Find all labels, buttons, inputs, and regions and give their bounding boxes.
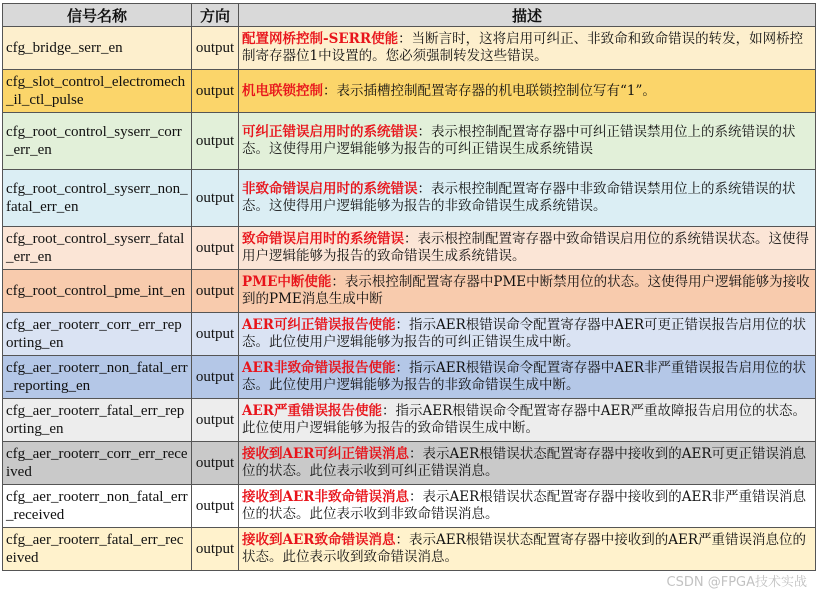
signal-name-cell: cfg_slot_control_electromech_il_ctl_pulse <box>3 70 192 113</box>
signal-name-cell: cfg_aer_rooterr_corr_err_received <box>3 442 192 485</box>
direction-cell: output <box>192 270 239 313</box>
description-cell <box>239 442 816 485</box>
description-cell <box>239 528 816 571</box>
description-cell <box>239 356 816 399</box>
table-row <box>3 270 816 313</box>
table-row <box>3 528 816 571</box>
description-text: ：表示根控制配置寄存器中PME中断禁用位的状态。这使得用户逻辑能够为接收到的PME消息生成中断 <box>242 274 810 307</box>
signal-name-cell: cfg_root_control_syserr_fatal_err_en <box>3 227 192 270</box>
watermark: CSDN @FPGA技术实战 <box>666 575 807 590</box>
description-cell <box>239 227 816 270</box>
description-highlight: 可纠正错误启用时的系统错误 <box>242 124 418 140</box>
description-text: ：表示插槽控制配置寄存器的机电联锁控制位写有“1”。 <box>323 82 656 99</box>
description-cell <box>239 313 816 356</box>
description-cell <box>239 27 816 70</box>
description-highlight: 非致命错误启用时的系统错误 <box>242 181 418 197</box>
description-cell <box>239 399 816 442</box>
description-highlight: 机电联锁控制 <box>242 82 323 99</box>
description-cell <box>239 485 816 528</box>
description-text: ：表示根控制配置寄存器中非致命错误禁用位上的系统错误的状态。这使得用户逻辑能够为报告的非致命错误生成系统错误。 <box>242 181 796 214</box>
table-row <box>3 399 816 442</box>
description-highlight: 配置网桥控制-SERR使能 <box>242 31 399 47</box>
description-text: ：表示AER根错误状态配置寄存器中接收到的AER严重错误消息位的状态。此位表示收到致命错误消息。 <box>242 532 807 565</box>
direction-cell: output <box>192 485 239 528</box>
table-row <box>3 356 816 399</box>
signal-name-cell: cfg_aer_rooterr_corr_err_reporting_en <box>3 313 192 356</box>
direction-cell: output <box>192 70 239 113</box>
direction-cell: output <box>192 113 239 170</box>
table-row <box>3 227 816 270</box>
table-row <box>3 113 816 170</box>
description-highlight: AER非致命错误报告使能 <box>242 360 396 376</box>
direction-cell: output <box>192 27 239 70</box>
description-highlight: AER可纠正错误报告使能 <box>242 317 396 333</box>
description-text: ：指示AER根错误命令配置寄存器中AER严重故障报告启用位的状态。此位使用户逻辑能够为报告的致命错误生成中断。 <box>242 403 807 436</box>
signal-name-cell: cfg_bridge_serr_en <box>3 27 192 70</box>
table-row <box>3 313 816 356</box>
description-text: ：指示AER根错误命令配置寄存器中AER可更正错误报告启用位的状态。此位使用户逻辑能够为报告的可纠正错误生成中断。 <box>242 317 807 350</box>
direction-cell: output <box>192 313 239 356</box>
description-text: ：表示AER根错误状态配置寄存器中接收到的AER可更正错误消息位的状态。此位表示收到可纠正错误消息。 <box>242 446 807 479</box>
description-highlight: PME中断使能 <box>242 274 332 290</box>
table-body <box>3 27 816 571</box>
signal-name-cell: cfg_aer_rooterr_fatal_err_received <box>3 528 192 571</box>
description-highlight: 接收到AER非致命错误消息 <box>242 489 409 505</box>
direction-cell: output <box>192 227 239 270</box>
description-highlight: AER严重错误报告使能 <box>242 403 382 419</box>
direction-cell: output <box>192 170 239 227</box>
description-text: ：表示根控制配置寄存器中可纠正错误禁用位上的系统错误的状态。这使得用户逻辑能够为报告的可纠正错误生成系统错误 <box>242 124 796 157</box>
signal-name-cell: cfg_aer_rooterr_fatal_err_reporting_en <box>3 399 192 442</box>
description-cell <box>239 270 816 313</box>
description-highlight: 接收到AER可纠正错误消息 <box>242 446 409 462</box>
header-direction: 方向 <box>192 4 239 27</box>
description-cell <box>239 170 816 227</box>
direction-cell: output <box>192 442 239 485</box>
description-cell <box>239 70 816 113</box>
table-row <box>3 27 816 70</box>
table-row <box>3 170 816 227</box>
direction-cell: output <box>192 356 239 399</box>
signal-name-cell: cfg_aer_rooterr_non_fatal_err_received <box>3 485 192 528</box>
header-description: 描述 <box>239 4 816 27</box>
description-cell <box>239 113 816 170</box>
signal-table <box>2 3 816 571</box>
signal-name-cell: cfg_root_control_syserr_non_fatal_err_en <box>3 170 192 227</box>
description-text: ：表示根控制配置寄存器中致命错误启用位的系统错误状态。这使得用户逻辑能够为报告的致命错误生成系统错误。 <box>242 231 809 264</box>
direction-cell: output <box>192 528 239 571</box>
description-highlight: 接收到AER致命错误消息 <box>242 532 396 548</box>
description-highlight: 致命错误启用时的系统错误 <box>242 231 404 247</box>
header-signal-name: 信号名称 <box>3 4 192 27</box>
description-text: ：指示AER根错误命令配置寄存器中AER非严重错误报告启用位的状态。此位使用户逻辑能够为报告的非致命错误生成中断。 <box>242 360 807 393</box>
table-row <box>3 485 816 528</box>
table-row <box>3 70 816 113</box>
signal-name-cell: cfg_aer_rooterr_non_fatal_err_reporting_en <box>3 356 192 399</box>
direction-cell: output <box>192 399 239 442</box>
description-text: ：表示AER根错误状态配置寄存器中接收到的AER非严重错误消息位的状态。此位表示收到非致命错误消息。 <box>242 489 807 522</box>
signal-name-cell: cfg_root_control_pme_int_en <box>3 270 192 313</box>
signal-name-cell: cfg_root_control_syserr_corr_err_en <box>3 113 192 170</box>
table-row <box>3 442 816 485</box>
table-header-row <box>3 4 816 27</box>
description-text: ：当断言时，这将启用可纠正、非致命和致命错误的转发，如网桥控制寄存器位1中设置的。您必须强制转发这些错误。 <box>242 31 804 64</box>
